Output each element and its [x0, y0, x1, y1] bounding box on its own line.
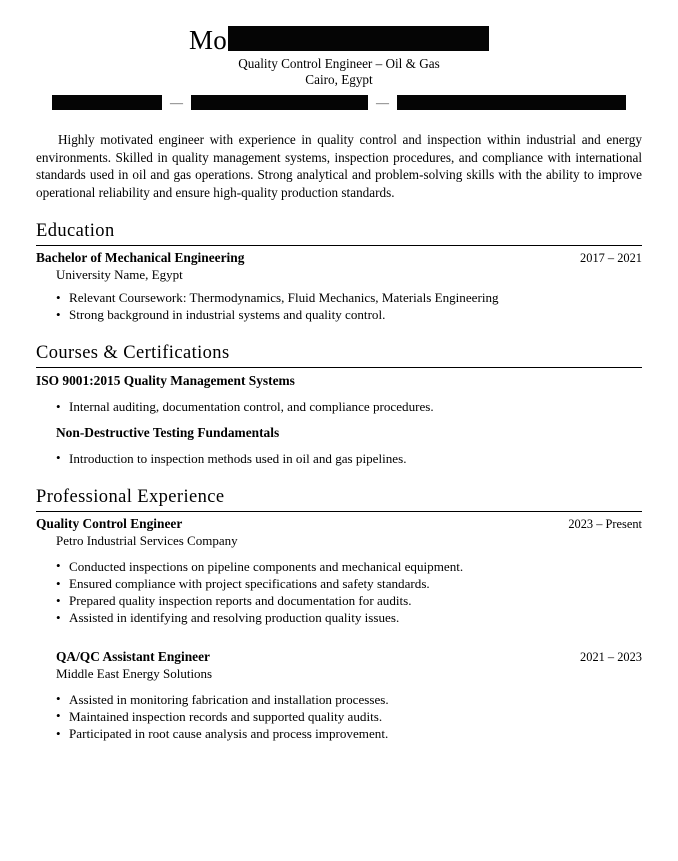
list-item: • Assisted in identifying and resolving production quality issues. [36, 609, 642, 626]
candidate-headline: Quality Control Engineer – Oil & Gas [238, 56, 440, 71]
section-education [36, 220, 642, 323]
section-heading-courses: Courses & Certifications [36, 343, 230, 364]
contact-separator-1: — [170, 95, 183, 110]
education-entry-header [36, 250, 642, 266]
section-courses-certifications [36, 342, 642, 466]
professional-summary: Highly motivated engineer with experience in quality control and inspection within industrial and energy environments. Skilled in quality management systems, inspection procedures, and compliance with international standards used in oil and gas operations. Strong analytical and problem-solving skills with the ability to improve operational reliability and ensure high-quality production standards. [36, 132, 642, 200]
experience-date: 2023 – Present [568, 516, 642, 531]
certification-bullet-list [36, 450, 642, 467]
contact-line [36, 94, 642, 111]
candidate-name [36, 20, 642, 55]
experience-bullet-list [36, 558, 642, 627]
section-rule-education [36, 245, 642, 246]
contact-item-1-redaction-bar [52, 95, 162, 110]
experience-company: Petro Industrial Services Company [56, 532, 238, 548]
section-heading-experience: Professional Experience [36, 486, 225, 507]
list-item: • Ensured compliance with project specifications and safety standards. [36, 575, 642, 592]
education-institution: University Name, Egypt [56, 267, 183, 282]
experience-role: QA/QC Assistant Engineer [56, 648, 211, 664]
contact-separator-2: — [376, 95, 389, 110]
candidate-name-redaction-bar [228, 26, 489, 51]
list-item: • Strong background in industrial systems and quality control. [36, 306, 642, 323]
experience-date: 2021 – 2023 [580, 649, 642, 664]
section-heading-education: Education [36, 221, 115, 241]
list-item: • Conducted inspections on pipeline components and mechanical equipment. [36, 558, 642, 575]
list-item: • Assisted in monitoring fabrication and installation processes. [36, 691, 642, 708]
education-date: 2017 – 2021 [580, 251, 642, 265]
certification-item [36, 372, 642, 415]
candidate-name-visible-text: Mo [188, 25, 228, 55]
experience-company: Middle East Energy Solutions [56, 665, 213, 681]
contact-item-3-redaction-bar [397, 95, 626, 110]
list-item: • Relevant Coursework: Thermodynamics, Fluid Mechanics, Materials Engineering [36, 289, 642, 306]
certification-bullet-list [36, 398, 642, 415]
spacer [36, 416, 642, 422]
certification-item [36, 424, 642, 467]
list-item: • Internal auditing, documentation control, and compliance procedures. [36, 398, 642, 415]
education-bullet-list [36, 289, 642, 323]
candidate-location: Cairo, Egypt [305, 72, 373, 87]
contact-item-2-redaction-bar [191, 95, 368, 110]
experience-role: Quality Control Engineer [36, 515, 183, 531]
experience-bullet-list [36, 691, 642, 743]
education-degree: Bachelor of Mechanical Engineering [36, 250, 245, 265]
section-rule-courses [36, 367, 642, 368]
experience-entry-header [36, 516, 642, 532]
list-item: • Introduction to inspection methods used in oil and gas pipelines. [36, 450, 642, 467]
education-entry [36, 250, 642, 323]
certification-name: Non-Destructive Testing Fundamentals [56, 424, 280, 440]
section-professional-experience [36, 486, 642, 742]
certification-name: ISO 9001:2015 Quality Management Systems [36, 373, 295, 389]
section-rule-experience [36, 511, 642, 512]
list-item: • Prepared quality inspection reports and documentation for audits. [36, 592, 642, 609]
list-item: • Maintained inspection records and supported quality audits. [36, 708, 642, 725]
experience-entry [36, 649, 642, 743]
experience-entry-header [36, 649, 642, 665]
resume-header [36, 0, 642, 111]
experience-entry [36, 516, 642, 627]
list-item: • Participated in root cause analysis and process improvement. [36, 725, 642, 742]
